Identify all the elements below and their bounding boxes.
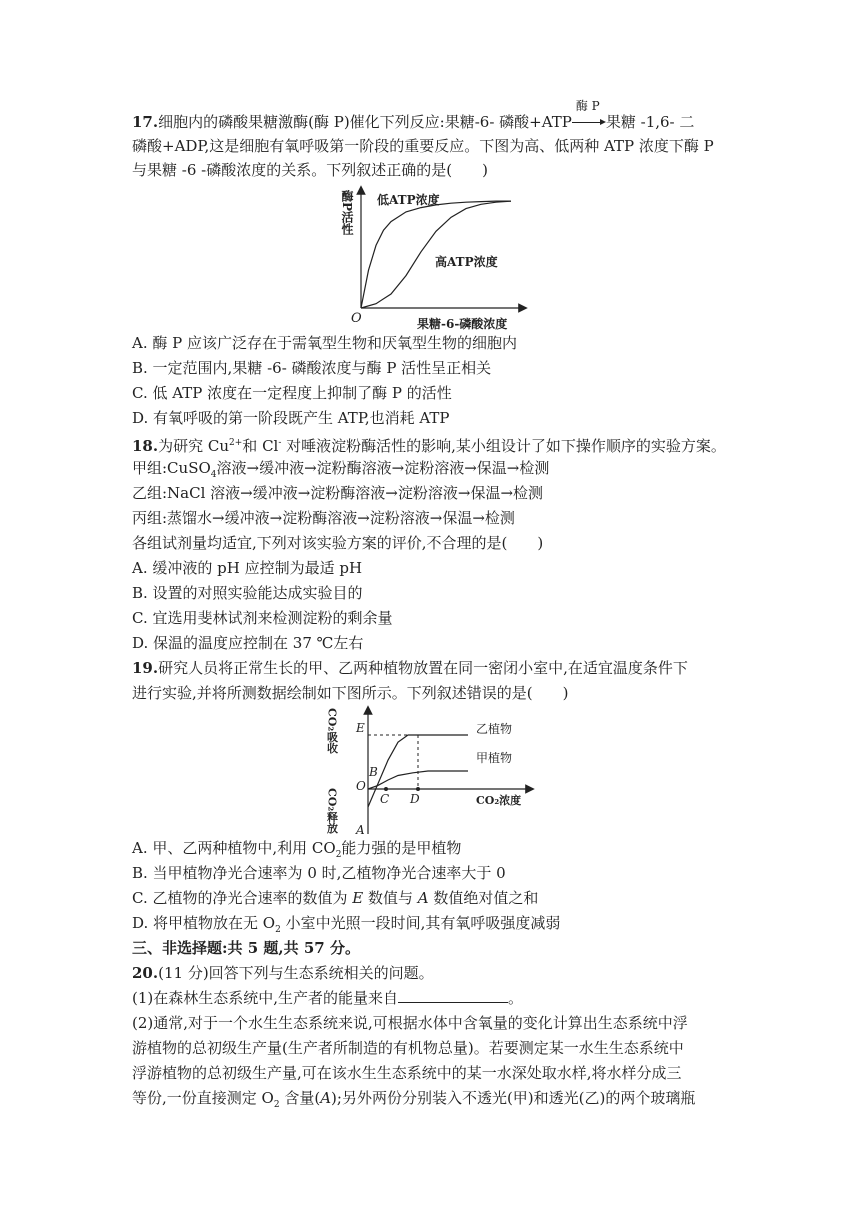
q19-option-c — [132, 888, 538, 908]
q19-x-label: CO₂浓度 — [476, 794, 522, 807]
q18-option-d: D. 保温的温度应控制在 37 ℃左右 — [132, 634, 364, 652]
q18-jia-part1: 甲组:CuSO — [132, 459, 211, 477]
q17-line3: 与果糖 -6 -磷酸浓度的关系。下列叙述正确的是( ) — [132, 161, 488, 179]
q19-point-c — [384, 787, 388, 791]
answer-blank[interactable] — [398, 988, 508, 1003]
reaction-arrow — [572, 99, 606, 132]
q19-option-d-part2: 小室中光照一段时间,其有氧呼吸强度减弱 — [280, 914, 561, 932]
q18-group-bing: 丙组:蒸馏水→缓冲液→淀粉酶溶液→淀粉溶液→保温→检测 — [132, 509, 515, 527]
q17-line2: 磷酸+ADP,这是细胞有氧呼吸第一阶段的重要反应。下图为高、低两种 ATP 浓度下酶 P — [132, 137, 714, 155]
q20-part1-end: 。 — [508, 989, 524, 1007]
q20-line4-a: A — [320, 1089, 332, 1107]
q17-stem-part2: 果糖 -1,6- 二 — [605, 113, 695, 131]
q18-stem-part2: 和 Cl — [242, 437, 279, 455]
section-heading: 三、非选择题:共 5 题,共 57 分。 — [132, 939, 360, 957]
q18-stem — [132, 433, 726, 456]
q18-number: 18. — [132, 437, 159, 455]
q17-legend-high-atp: 高ATP浓度 — [435, 255, 498, 269]
q18-jia-part2: 溶液→缓冲液→淀粉酶溶液→淀粉溶液→保温→检测 — [216, 459, 550, 477]
q20-line4-part3: );另外两份分别装入不透光(甲)和透光(乙)的两个玻璃瓶 — [331, 1089, 696, 1107]
q19-y-label-bottom: CO₂释放 — [325, 788, 339, 834]
q20-head-text: (11 分)回答下列与生态系统相关的问题。 — [158, 964, 434, 982]
q19-label-c: C — [380, 792, 390, 806]
q19-chart — [325, 706, 540, 838]
arrow-icon — [572, 122, 604, 123]
q17-origin-label: O — [351, 311, 362, 326]
q19-option-c-part2: 数值与 — [363, 889, 418, 907]
q19-option-c-part1: C. 乙植物的净光合速率的数值为 — [132, 889, 353, 907]
q17-option-c: C. 低 ATP 浓度在一定程度上抑制了酶 P 的活性 — [132, 384, 452, 402]
q17-y-label: 酶P活性 — [340, 190, 354, 236]
q17-x-label: 果糖-6-磷酸浓度 — [417, 317, 508, 331]
q17-number: 17. — [132, 113, 159, 131]
q19-option-d-part1: D. 将甲植物放在无 O — [132, 914, 276, 932]
q19-option-c-e: E — [352, 889, 364, 907]
q18-option-b: B. 设置的对照实验能达成实验目的 — [132, 584, 363, 602]
q20-part1-text: (1)在森林生态系统中,生产者的能量来自 — [132, 989, 399, 1007]
q18-sup1: 2+ — [229, 438, 243, 448]
q18-question: 各组试剂量均适宜,下列对该实验方案的评价,不合理的是( ) — [132, 534, 544, 552]
q18-stem-part3: 对唾液淀粉酶活性的影响,某小组设计了如下操作顺序的实验方案。 — [281, 437, 726, 455]
q18-jia-sub: 4 — [210, 470, 217, 480]
q17-option-d: D. 有氧呼吸的第一阶段既产生 ATP,也消耗 ATP — [132, 409, 450, 427]
q19-y-label-top: CO₂吸收 — [325, 708, 339, 754]
q20-line4-part1: 等份,一份直接测定 O — [132, 1089, 274, 1107]
q18-group-yi: 乙组:NaCl 溶液→缓冲液→淀粉酶溶液→淀粉溶液→保温→检测 — [132, 484, 544, 502]
q19-option-a — [132, 838, 461, 865]
q19-option-a-part2: 能力强的是甲植物 — [341, 839, 462, 857]
q17-legend-low-atp: 低ATP浓度 — [377, 193, 440, 207]
q20-part1 — [132, 988, 523, 1008]
q19-label-b: B — [369, 765, 378, 779]
q17-chart — [335, 186, 535, 332]
q19-label-e: E — [356, 721, 365, 735]
q19-number: 19. — [132, 659, 159, 677]
reaction-arrow-label: 酶 P — [575, 99, 600, 113]
q17-stem-part1: 细胞内的磷酸果糖激酶(酶 P)催化下列反应:果糖-6- 磷酸+ATP — [158, 113, 572, 131]
q20-part2-line4 — [132, 1088, 695, 1115]
q19-line1 — [132, 658, 688, 678]
q17-option-b: B. 一定范围内,果糖 -6- 磷酸浓度与酶 P 活性呈正相关 — [132, 359, 492, 377]
q19-option-c-part3: 数值绝对值之和 — [428, 889, 539, 907]
q19-legend-jia: 甲植物 — [476, 751, 513, 765]
q19-point-d — [416, 787, 420, 791]
q17-option-a: A. 酶 P 应该广泛存在于需氧型生物和厌氧型生物的细胞内 — [132, 334, 517, 352]
q20-number: 20. — [132, 964, 159, 982]
q18-option-c: C. 宜选用斐林试剂来检测淀粉的剩余量 — [132, 609, 393, 627]
q17-line1 — [132, 99, 695, 132]
q19-option-a-part1: A. 甲、乙两种植物中,利用 CO — [132, 839, 336, 857]
q19-legend-yi: 乙植物 — [476, 722, 513, 736]
q18-sup2: - — [278, 438, 282, 448]
q18-option-a: A. 缓冲液的 pH 应控制为最适 pH — [132, 559, 363, 577]
q20-part2-line3: 浮游植物的总初级生产量,可在该水生生态系统中的某一水深处取水样,将水样分成三 — [132, 1064, 682, 1082]
q19-line2: 进行实验,并将所测数据绘制如下图所示。下列叙述错误的是( ) — [132, 684, 569, 702]
q18-stem-part1: 为研究 Cu — [158, 437, 230, 455]
q20-part2-line1: (2)通常,对于一个水生生态系统来说,可根据水体中含氧量的变化计算出生态系统中浮 — [132, 1014, 688, 1032]
q19-option-b: B. 当甲植物净光合速率为 0 时,乙植物净光合速率大于 0 — [132, 864, 506, 882]
q19-option-c-a: A — [417, 889, 429, 907]
q19-option-d — [132, 913, 560, 940]
q19-label-d: D — [410, 792, 420, 806]
q20-head — [132, 963, 434, 983]
q18-group-jia — [132, 458, 549, 485]
q19-stem-part1: 研究人员将正常生长的甲、乙两种植物放置在同一密闭小室中,在适宜温度条件下 — [158, 659, 688, 677]
q19-label-a: A — [356, 823, 365, 837]
q20-line4-sub: 2 — [273, 1100, 280, 1110]
q19-option-a-sub: 2 — [335, 850, 342, 860]
q20-line4-part2: 含量( — [279, 1089, 321, 1107]
q19-option-d-sub: 2 — [275, 925, 281, 935]
q19-label-o: O — [356, 779, 366, 793]
q20-part2-line2: 游植物的总初级生产量(生产者所制造的有机物总量)。若要测定某一水生生态系统中 — [132, 1039, 684, 1057]
